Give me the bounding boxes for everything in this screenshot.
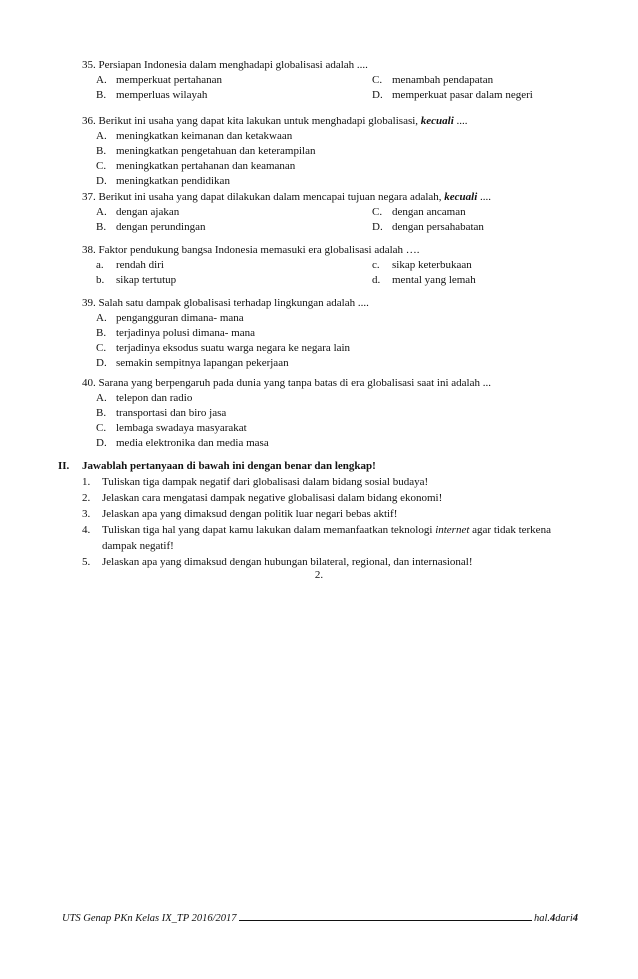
option-d: D. dengan persahabatan xyxy=(372,221,484,233)
essay-item: 1. Tuliskan tiga dampak negatif dari globalisasi dalam bidang sosial budaya! xyxy=(82,476,429,488)
question-35 xyxy=(82,58,552,103)
question-stem: 38. Faktor pendukung bangsa Indonesia memasuki era globalisasi adalah …. xyxy=(82,244,420,256)
options xyxy=(82,391,552,451)
question-39 xyxy=(82,296,552,371)
essay-item: 3. Jelaskan apa yang dimaksud dengan politik luar negari bebas aktif! xyxy=(82,508,398,520)
option-b: B. dengan perundingan xyxy=(96,221,206,233)
question-stem: 37. Berikut ini usaha yang dapat dilakukan dalam mencapai tujuan negara adalah, kecuali .... xyxy=(82,191,492,203)
question-38 xyxy=(82,243,552,288)
option-d: D. meningkatkan pendidikan xyxy=(96,175,230,187)
option-b: B. meningkatkan pengetahuan dan keterampilan xyxy=(96,145,316,157)
option-c: C. lembaga swadaya masyarakat xyxy=(96,422,247,434)
option-b: B. memperluas wilayah xyxy=(96,89,208,101)
option-d: d. mental yang lemah xyxy=(372,274,476,286)
option-c: C. dengan ancaman xyxy=(372,206,466,218)
options xyxy=(82,73,552,103)
option-c: C. meningkatkan pertahanan dan keamanan xyxy=(96,160,296,172)
footer-rule xyxy=(239,920,532,921)
question-stem: 39. Salah satu dampak globalisasi terhadap lingkungan adalah .... xyxy=(82,297,369,309)
option-c: c. sikap keterbukaan xyxy=(372,259,472,271)
option-a: A. telepon dan radio xyxy=(96,392,193,404)
option-b: B. transportasi dan biro jasa xyxy=(96,407,227,419)
question-36 xyxy=(82,114,552,189)
option-d: D. media elektronika dan media masa xyxy=(96,437,269,449)
question-stem: 36. Berikut ini usaha yang dapat kita lakukan untuk menghadapi globalisasi, kecuali .... xyxy=(82,115,468,127)
options xyxy=(82,258,552,288)
option-a: A. meningkatkan keimanan dan ketakwaan xyxy=(96,130,293,142)
question-37 xyxy=(82,190,552,235)
option-b: b. sikap tertutup xyxy=(96,274,177,286)
option-c: C. menambah pendapatan xyxy=(372,74,494,86)
question-stem: 40. Sarana yang berpengaruh pada dunia yang tanpa batas di era globalisasi saat ini adalah ... xyxy=(82,377,491,389)
page-footer xyxy=(62,913,578,924)
page-number: 2. xyxy=(314,569,324,581)
options xyxy=(82,311,552,371)
footer-title: UTS Genap PKn Kelas IX_TP 2016/2017 xyxy=(62,913,237,924)
options xyxy=(82,129,552,189)
option-a: a. rendah diri xyxy=(96,259,164,271)
option-b: B. terjadinya polusi dimana- mana xyxy=(96,327,255,339)
question-40 xyxy=(82,376,552,451)
option-a: A. dengan ajakan xyxy=(96,206,180,218)
footer-page-info: hal.4dari4 xyxy=(533,913,578,924)
option-d: D. memperkuat pasar dalam negeri xyxy=(372,89,533,101)
essay-item: 4. Tuliskan tiga hal yang dapat kamu lakukan dalam memanfaatkan teknologi internet agar tidak terkena dampak negatif! xyxy=(82,524,551,552)
option-c: C. terjadinya eksodus suatu warga negara ke negara lain xyxy=(96,342,351,354)
essay-item: 2. Jelaskan cara mengatasi dampak negative globalisasi dalam bidang ekonomi! xyxy=(82,492,443,504)
options xyxy=(82,205,552,235)
essay-section xyxy=(58,458,578,570)
essay-item: 5. Jelaskan apa yang dimaksud dengan hubungan bilateral, regional, dan internasional! xyxy=(82,556,473,568)
section-heading: II. Jawablah pertanyaan di bawah ini dengan benar dan lengkap! xyxy=(58,460,376,472)
option-a: A. memperkuat pertahanan xyxy=(96,74,222,86)
option-d: D. semakin sempitnya lapangan pekerjaan xyxy=(96,357,289,369)
question-stem: 35. Persiapan Indonesia dalam menghadapi globalisasi adalah .... xyxy=(82,59,368,71)
option-a: A. pengangguran dimana- mana xyxy=(96,312,244,324)
